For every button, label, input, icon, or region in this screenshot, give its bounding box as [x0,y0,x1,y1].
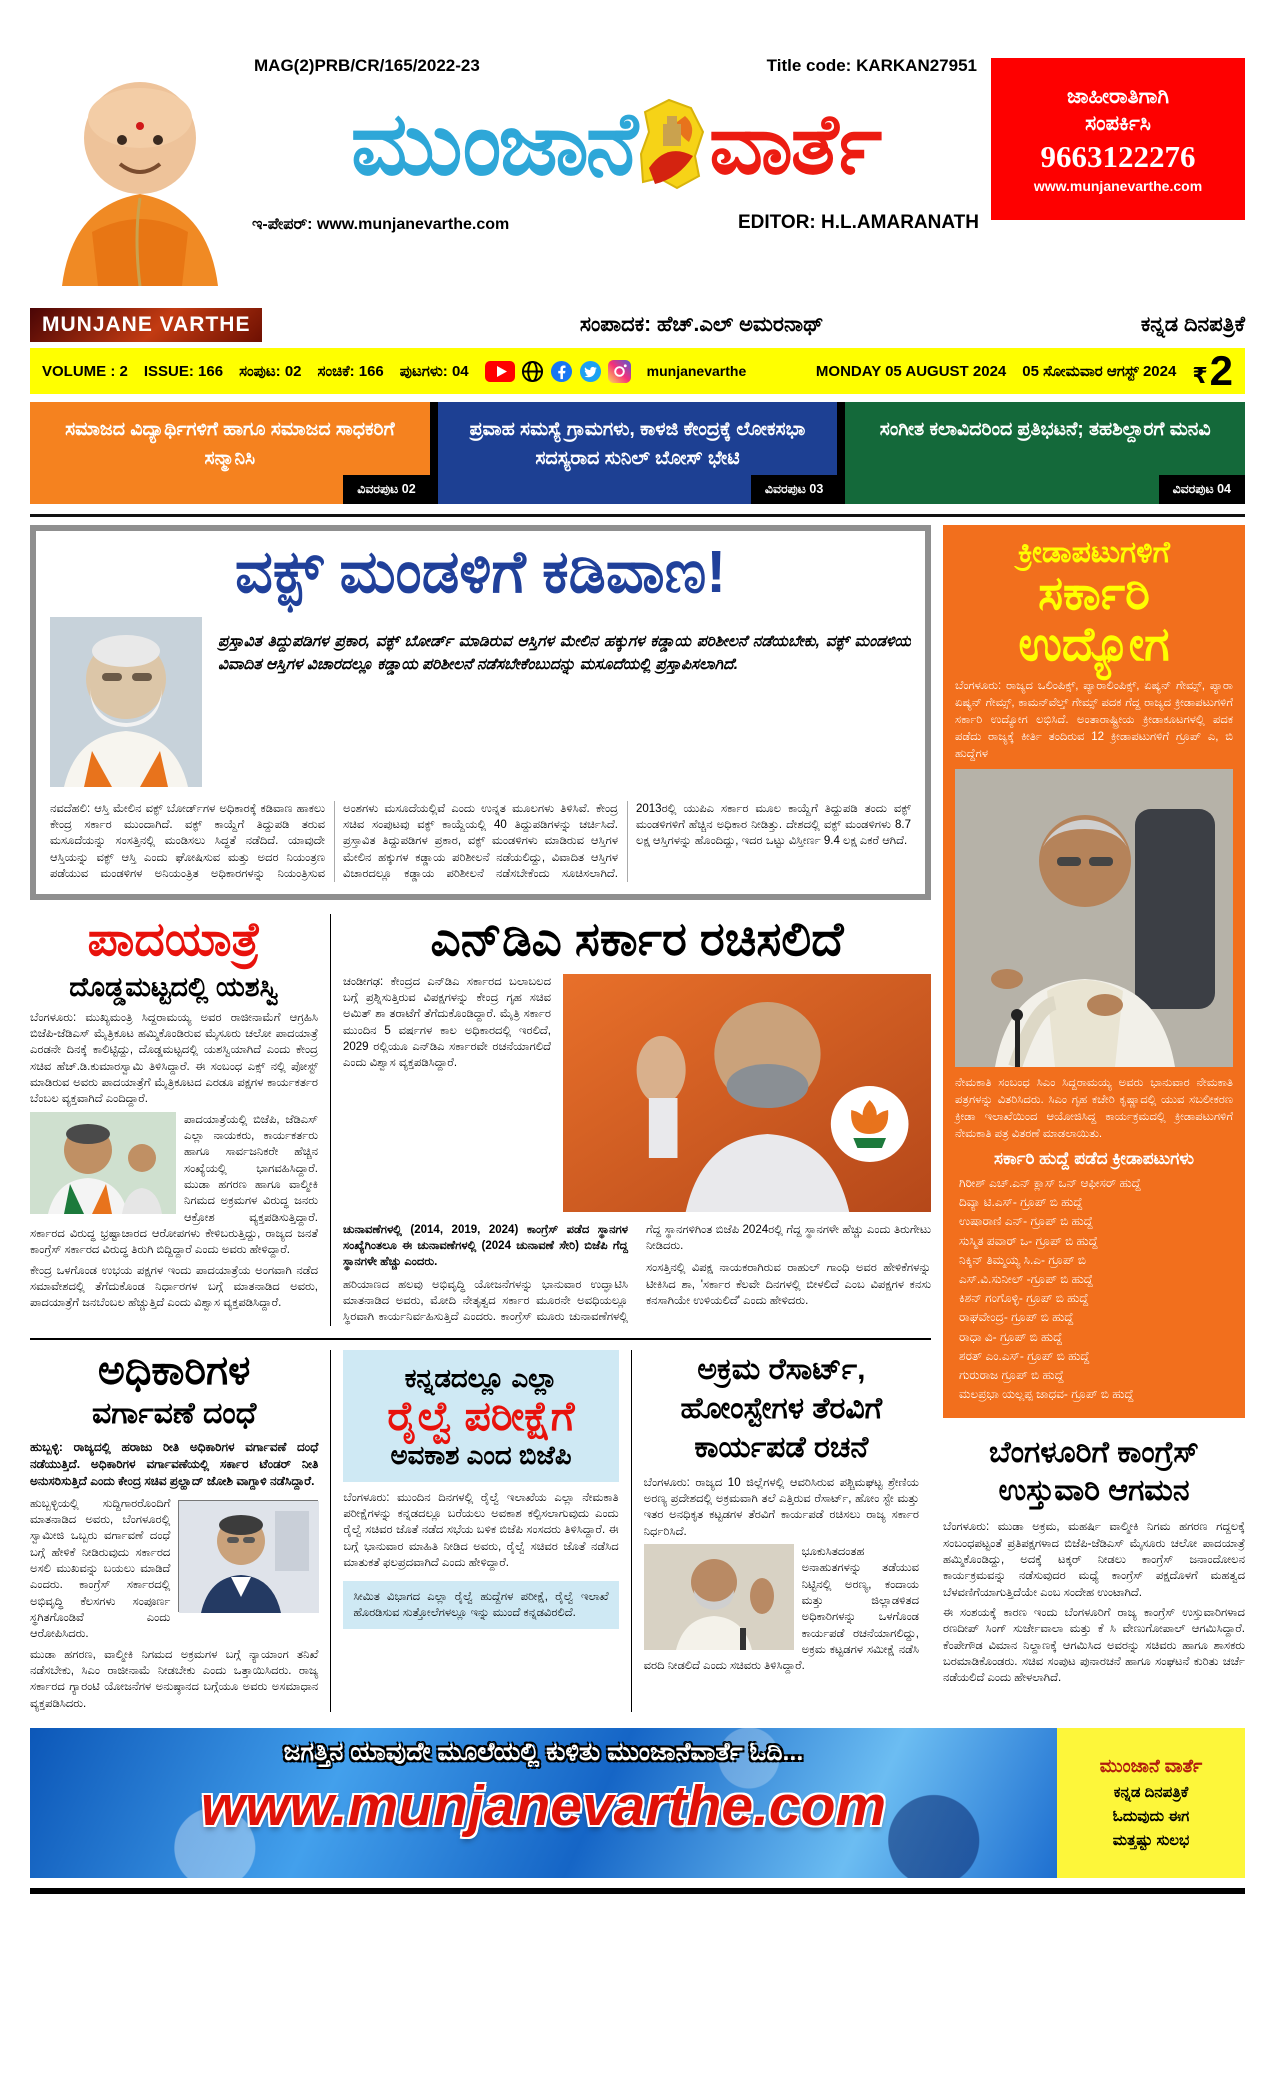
appointee: ಕಿಶನ್ ಗಂಗೊಳ್ಳಿ- ಗ್ರೂಪ್ ಬಿ ಹುದ್ದೆ [959,1291,1089,1306]
banner-main [30,1728,1057,1878]
congress-paragraph: ಬೆಂಗಳೂರು: ಮುಡಾ ಅಕ್ರಮ, ಮಹರ್ಷಿ ವಾಲ್ಮೀಕಿ ನಿಗಮ ಹಗರಣ ಗದ್ದಲಕ್ಕೆ ಸಂಬಂಧಪಟ್ಟಂತೆ ಪ್ರತಿಪಕ್ಷಗಳಾದ ಬಿಜೆಪಿ-ಜೆಡಿಎಸ್ ಮೈಸೂರು ಚಲೋ ಪಾದಯಾತ್ರೆ ಹಮ್ಮಿಕೊಂಡಿದ್ದು, ಅದಕ್ಕೆ ಟಕ್ಕರ್ ನೀಡಲು ಕಾಂಗ್ರೆಸ್ ಜನಾಂದೋಲನ ಕಾರ್ಯಕ್ರಮವನ್ನು ನಡೆಸುವುದರ ಮಧ್ಯೆ ಕಾಂಗ್ರೆಸ್ ಪಕ್ಷದೊಳಗೆ ಮಹತ್ವದ ಬೆಳವಣಿಗೆಯಾಗುತ್ತಿದೆಯೇ ಎಂಬ ಸಂದೇಹ ಉಂಟಾಗಿದೆ. [943,1521,1245,1599]
sports-paragraph: ನೇಮಕಾತಿ ಸಂಬಂಧ ಸಿಎಂ ಸಿದ್ದರಾಮಯ್ಯ ಅವರು ಭಾನುವಾರ ನೇಮಕಾತಿ ಪತ್ರಗಳನ್ನು ವಿತರಿಸಿದರು. ಸಿಎಂ ಗೃಹ ಕಚೇರಿ ಕೃಷ್ಣಾದಲ್ಲಿ ಯುವ ಸಬಲೀಕರಣ ಕ್ರೀಡಾ ಇಲಾಖೆಯಿಂದ ಆಯೋಜಿಸಿದ್ದ ಕಾರ್ಯಕ್ರಮದಲ್ಲಿ ಕ್ರೀಡಾಪಟುಗಳಿಗೆ ನೇಮಕಾತಿ ಪತ್ರ ವಿತರಣೆ ಮಾಡಲಾಯಿತು. [955,1076,1233,1140]
logo-word-munjane: ಮುಂಜಾನೆ [350,94,636,193]
volume-label-kannada: ಸಂಪುಟ: 02 [239,362,302,380]
congress-paragraph: ಈ ಸಂಶಯಕ್ಕೆ ಕಾರಣ ಇಂದು ಬೆಂಗಳೂರಿಗೆ ರಾಜ್ಯ ಕಾಂಗ್ರೆಸ್ ಉಸ್ತುವಾರಿಗಳಾದ ರಣದೀಪ್ ಸಿಂಗ್ ಸುರ್ಜೇವಾಲಾ ಮತ್ತು ಕೆ ಸಿ ವೇಣುಗೋಪಾಲ್ ಆಗಮಿಸಿದ್ದಾರೆ. ಕೆಂಪೇಗೌಡ ವಿಮಾನ ನಿಲ್ದಾಣಕ್ಕೆ ಆಗಮಿಸಿದ ಅವರನ್ನು ಸಚಿವರು ಹಾಗೂ ಶಾಸಕರು ಬರಮಾಡಿಕೊಂಡರು. ಸಚಿವ ಸಂಪುಟ ಪುನಾರಚನೆ ಹಾಗೂ ಸಂಘಟನೆ ಕುರಿತು ಚರ್ಚೆ ನಡೆಯಲಿದೆ ಎಂದು ಹೇಳಲಾಗಿದೆ. [943,1606,1245,1685]
middle-band [30,914,931,1325]
social-handle[interactable]: munjanevarthe [646,363,747,379]
appointee: ರಾಘವೇಂದ್ರ- ಗ್ರೂಪ್ ಬಿ ಹುದ್ದೆ [959,1310,1074,1325]
banner-side-box [1057,1728,1245,1878]
pages-label-kannada: ಪುಟಗಳು: 04 [399,362,469,380]
teaser-blue [438,402,838,504]
nda-article [330,914,931,1325]
sports-headline-line2: ಸರ್ಕಾರಿ [1038,566,1150,620]
lead-standfirst: ಪ್ರಸ್ತಾವಿತ ತಿದ್ದುಪಡಿಗಳ ಪ್ರಕಾರ, ವಕ್ಫ್ ಬೋರ್ಡ್ ಮಾಡಿರುವ ಆಸ್ತಿಗಳ ಮೇಲಿನ ಹಕ್ಕುಗಳ ಕಡ್ಡಾಯ ಪರಿಶೀಲನೆ ನಡೆಯಬೇಕು, ವಕ್ಫ್ ಮಂಡಳಿಯ ವಿವಾದಿತ ಆಸ್ತಿಗಳ ವಿಚಾರದಲ್ಲೂ ಕಡ್ಡಾಯ ಪರಿಶೀಲನೆ ನಡೆಸಬೇಕೆಂಬುದನ್ನು ಮಸೂದೆಯಲ್ಲಿ ಪ್ರಸ್ತಾಪಿಸಲಾಗಿದೆ. [218,633,911,674]
banner-side-line3: ಓದುವುದು ಈಗ [1112,1808,1190,1826]
appointee: ನಿಕ್ಕಿನ್ ತಿಮ್ಮಯ್ಯ ಸಿ.ಎ- ಗ್ರೂಪ್ ಬಿ [959,1252,1086,1267]
officials-article [30,1346,330,1712]
teaser-page-tag: ವಿವರಪುಟ 03 [751,475,837,504]
newspaper-logo [248,76,983,212]
date-kannada: 05 ಸೋಮವಾರ ಆಗಸ್ಟ್ 2024 [1022,362,1177,380]
appointee: ಗಿರೀಶ್ ಎಚ್.ಎನ್ ಕ್ಲಾಸ್ ಒನ್ ಆಫೀಸರ್ ಹುದ್ದೆ [959,1176,1141,1191]
sports-paragraph: ಬೆಂಗಳೂರು: ರಾಜ್ಯದ ಒಲಿಂಪಿಕ್ಸ್, ಪ್ಯಾರಾಲಿಂಪಿಕ್ಸ್, ಏಷ್ಯನ್ ಗೇಮ್ಸ್, ಪ್ಯಾರಾ ಏಷ್ಯನ್ ಗೇಮ್ಸ್, ಕಾಮನ್‌ವೆಲ್ತ್ ಗೇಮ್ಸ್ ಪದಕ ಗೆದ್ದ ರಾಜ್ಯದ ಕ್ರೀಡಾಪಟುಗಳಿಗೆ ಸರ್ಕಾರಿ ಉದ್ಯೋಗ ಲಭಿಸಿದೆ. ಅಂತಾರಾಷ್ಟ್ರೀಯ ಕ್ರೀಡಾಕೂಟಗಳಲ್ಲಿ ಪದಕ ಪಡೆದು ರಾಜ್ಯಕ್ಕೆ ಕೀರ್ತಿ ತಂದಿರುವ 12 ಕ್ರೀಡಾಪಟುಗಳಿಗೆ ಗ್ರೂಪ್ ಎ, ಬಿ ಹುದ್ದೆಗಳ [955,679,1233,760]
lead-col3: 2013ರಲ್ಲಿ ಯುಪಿಎ ಸರ್ಕಾರ ಮೂಲ ಕಾಯ್ದೆಗೆ ತಿದ್ದುಪಡಿ ತಂದು ವಕ್ಫ್ ಮಂಡಳಿಗಳಿಗೆ ಹೆಚ್ಚಿನ ಅಧಿಕಾರ ನೀಡಿತ್ತು. ದೇಶದಲ್ಲಿ ವಕ್ಫ್ ಮಂಡಳಿಗಳು 8.7 ಲಕ್ಷ ಆಸ್ತಿಗಳನ್ನು ಹೊಂದಿದ್ದು, ಇದರ ಒಟ್ಟು ವಿಸ್ತೀರ್ಣ 9.4 ಲಕ್ಷ ಎಕರೆ ಆಗಿದೆ. [636,802,911,848]
appointee: ಶರತ್ ಎಂ.ಎಸ್- ಗ್ರೂಪ್ ಬಿ ಹುದ್ದೆ [959,1348,1090,1363]
congress-article [943,1434,1245,1686]
railway-headline-box [343,1350,618,1482]
railway-headline-line1: ಕನ್ನಡದಲ್ಲೂ ಎಲ್ಲಾ [404,1362,558,1393]
sports-appointees-list [955,1174,1233,1404]
congress-headline-line2: ಉಸ್ತುವಾರಿ ಆಗಮನ [998,1473,1190,1507]
lead-headline: ವಕ್ಫ್ ಮಂಡಳಿಗೆ ಕಡಿವಾಣ! [234,538,727,605]
issue-label-kannada: ಸಂಚಿಕೆ: 166 [317,362,384,380]
date-english: MONDAY 05 AUGUST 2024 [815,362,1007,380]
website-globe-icon[interactable] [521,360,544,383]
pralhad-joshi-photo [178,1500,318,1612]
teaser-orange [30,402,430,504]
appointee: ದಿವ್ಯಾ ಟಿ.ಎಸ್- ಗ್ರೂಪ್ ಬಿ ಹುದ್ದೆ [959,1195,1083,1210]
resort-headline-line3: ಕಾರ್ಯಪಡೆ ರಚನೆ [694,1430,869,1464]
railway-headline-line3: ಅವಕಾಶ ಎಂದ ಬಿಜೆಪಿ [390,1440,572,1471]
banner-website-url[interactable]: www.munjanevarthe.com [200,1773,887,1838]
price-value: 2 [1209,347,1233,395]
banner-tagline: ಜಗತ್ತಿನ ಯಾವುದೇ ಮೂಲೆಯಲ್ಲಿ ಕುಳಿತು ಮುಂಜಾನೆವಾರ್ತೆ ಓದಿ... [283,1737,804,1766]
appointee: ಎಸ್.ವಿ.ಸುನೀಲ್ -ಗ್ರೂಪ್ ಬಿ ಹುದ್ದೆ [959,1271,1094,1286]
editor-name-kannada: ಸಂಪಾದಕ: ಹೆಚ್.ಎಲ್ ಅಮರನಾಥ್ [579,313,824,336]
kannada-daily-label: ಕನ್ನಡ ದಿನಪತ್ರಿಕೆ [1140,313,1245,336]
sports-headline-line1: ಕ್ರೀಡಾಪಟುಗಳಿಗೆ [1017,535,1170,569]
footer-banner [30,1728,1245,1878]
sports-jobs-story [943,525,1245,1418]
nda-intro: ಚಂಡೀಗಢ: ಕೇಂದ್ರದ ಎನ್‌ಡಿಎ ಸರ್ಕಾರದ ಬಲಾಬಲದ ಬಗ್ಗೆ ಪ್ರಶ್ನಿಸುತ್ತಿರುವ ವಿಪಕ್ಷಗಳನ್ನು ಕೇಂದ್ರ ಗೃಹ ಸಚಿವ ಅಮಿತ್ ಶಾ ತರಾಟೆಗೆ ತೆಗೆದುಕೊಂಡಿದ್ದಾರೆ. ಮೈತ್ರಿ ಸರ್ಕಾರ ಮುಂದಿನ 5 ವರ್ಷಗಳ ಕಾಲ ಅಧಿಕಾರದಲ್ಲಿ ಇರಲಿದೆ, 2029 ರಲ್ಲಿಯೂ ಎನ್‌ಡಿಎ ಸರ್ಕಾರವೇ ರಚನೆಯಾಗಲಿದೆ ಎಂದು ವಿಶ್ವಾಸ ವ್ಯಕ್ತಪಡಿಸಿದ್ದಾರೆ. [343,975,551,1070]
rupee-symbol: ₹ [1192,362,1208,388]
padayatra-article [30,914,330,1325]
railway-article [330,1350,630,1712]
main-content [30,525,1245,1712]
padayatra-paragraph: ಪಾದಯಾತ್ರೆಯಲ್ಲಿ ಬಿಜೆಪಿ, ಜೆಡಿಎಸ್ ಎಲ್ಲಾ ನಾಯಕರು, ಕಾರ್ಯಕರ್ತರು ಹಾಗೂ ಸಾರ್ವಜನಿಕರೇ ಹೆಚ್ಚಿನ ಸಂಖ್ಯೆಯಲ್ಲಿ ಭಾಗವಹಿಸಿದ್ದಾರೆ. ಮುಡಾ ಹಗರಣ ಹಾಗೂ ವಾಲ್ಮೀಕಿ ನಿಗಮದ ಅಕ್ರಮಗಳ ವಿರುದ್ಧ ಜನರು ಆಕ್ರೋಶ ವ್ಯಕ್ತಪಡಿಸುತ್ತಿದ್ದಾರೆ. ಸರ್ಕಾರದ ವಿರುದ್ಧ ಭ್ರಷ್ಟಾಚಾರದ ಆರೋಪಗಳು ಕೇಳಿಬರುತ್ತಿದ್ದು, ರಾಜ್ಯದ ಜನತೆ ಕಾಂಗ್ರೆಸ್ ಸರ್ಕಾರದ ವಿರುದ್ಧ ತಿರುಗಿ ಬಿದ್ದಿದ್ದಾರೆ ಎಂದು ಅವರು ಹೇಳಿದ್ದಾರೆ. [30,1113,318,1257]
siddaramaiah-photo [955,769,1233,1067]
masthead [30,52,1245,300]
title-code: Title code: KARKAN27951 [766,56,977,75]
advertisement-contact-box [991,58,1245,220]
issue-info-bar [30,348,1245,394]
teaser-text: ಪ್ರವಾಹ ಸಮಸ್ಯೆ ಗ್ರಾಮಗಳು, ಕಾಳಜಿ ಕೇಂದ್ರಕ್ಕೆ ಲೋಕಸಭಾ ಸದಸ್ಯರಾದ ಸುನಿಲ್ ಬೋಸ್ ಭೇಟಿ [469,419,806,470]
appointee: ಗುರುರಾಜ ಗ್ರೂಪ್ ಬಿ ಹುದ್ದೆ [959,1367,1064,1382]
ad-website-url[interactable]: www.munjanevarthe.com [1033,177,1203,194]
banner-side-line1: ಮುಂಜಾನೆ ವಾರ್ತೆ [1099,1756,1203,1777]
officials-headline-line1: ಅಧಿಕಾರಿಗಳ [97,1346,251,1393]
lead-story [30,525,931,900]
congress-headline-line1: ಬೆಂಗಳೂರಿಗೆ ಕಾಂಗ್ರೆಸ್ [989,1436,1199,1470]
amit-shah-photo [563,974,931,1212]
swami-photo [32,52,242,286]
padayatra-paragraph: ಕೇಂದ್ರ ಒಳಗೊಂಡ ಉಭಯ ಪಕ್ಷಗಳ ಇಂದು ಪಾದಯಾತ್ರೆಯ ಅಂಗವಾಗಿ ನಡೆದ ಸಮಾವೇಶದಲ್ಲಿ ತೆಗೆದುಕೊಂಡ ನಿರ್ಧಾರಗಳ ಬಗ್ಗೆ ಮಾತನಾಡಿದ ಅವರು, ಪಾದಯಾತ್ರೆಗೆ ಜನಬೆಂಬಲ ಹೆಚ್ಚುತ್ತಿದೆ ಎಂದು ವಿಶ್ವಾಸ ವ್ಯಕ್ತಪಡಿಸಿದ್ದಾರೆ. [30,1264,318,1310]
resort-paragraph: ಭೂಕುಸಿತದಂತಹ ಅನಾಹುತಗಳನ್ನು ತಡೆಯುವ ನಿಟ್ಟಿನಲ್ಲಿ ಅರಣ್ಯ, ಕಂದಾಯ ಮತ್ತು ಜಿಲ್ಲಾಡಳಿತದ ಅಧಿಕಾರಿಗಳನ್ನು ಒಳಗೊಂಡ ಕಾರ್ಯಪಡೆ ರಚನೆಯಾಗಲಿದ್ದು, ಅಕ್ರಮ ಕಟ್ಟಡಗಳ ಸಮೀಕ್ಷೆ ನಡೆಸಿ ವರದಿ ನೀಡಲಿದೆ ಎಂದು ಸಚಿವರು ತಿಳಿಸಿದ್ದಾರೆ. [643,1545,919,1673]
resort-headline [644,1350,919,1467]
officials-paragraph: ಹುಬ್ಬಳ್ಳಿಯಲ್ಲಿ ಸುದ್ದಿಗಾರರೊಂದಿಗೆ ಮಾತನಾಡಿದ ಅವರು, ಬೆಂಗಳೂರಲ್ಲಿ ಸ್ವಾಮೀಜಿ ಒಬ್ಬರು ವರ್ಗಾವಣೆ ದಂಧೆ ಬಗ್ಗೆ ಹೇಳಿಕೆ ನೀಡಿರುವುದು ಸರ್ಕಾರದ ಅಸಲಿ ಮುಖವನ್ನು ಬಯಲು ಮಾಡಿದೆ ಎಂದರು. ಕಾಂಗ್ರೆಸ್ ಸರ್ಕಾರದಲ್ಲಿ ಅಭಿವೃದ್ಧಿ ಕೆಲಸಗಳು ಸಂಪೂರ್ಣ ಸ್ಥಗಿತಗೊಂಡಿವೆ ಎಂದು ಆರೋಪಿಸಿದರು. [30,1497,171,1641]
instagram-icon[interactable] [608,360,631,383]
editor-name-english: EDITOR: H.L.AMARANATH [738,212,979,233]
resort-headline-line2: ಹೋಂಸ್ಟೇಗಳ ತೆರವಿಗೆ [680,1391,883,1425]
epaper-url[interactable]: ಇ-ಪೇಪರ್: www.munjanevarthe.com [252,216,510,233]
karnataka-map-icon [639,98,705,190]
paper-name-english: MUNJANE VARTHE [30,308,262,342]
officials-paragraph: ಮುಡಾ ಹಗರಣ, ವಾಲ್ಮೀಕಿ ನಿಗಮದ ಅಕ್ರಮಗಳ ಬಗ್ಗೆ ನ್ಯಾಯಾಂಗ ತನಿಖೆ ನಡೆಸಬೇಕು, ಸಿಎಂ ರಾಜೀನಾಮೆ ನೀಡಬೇಕು ಎಂದು ಒತ್ತಾಯಿಸಿದರು. ರಾಜ್ಯ ಸರ್ಕಾರದ ಗ್ಯಾರಂಟಿ ಯೋಜನೆಗಳ ಅನುಷ್ಠಾನದ ಬಗ್ಗೆಯೂ ಅವರು ಅಸಮಾಧಾನ ವ್ಯಕ್ತಪಡಿಸಿದರು. [30,1648,319,1710]
sports-headline-line3: ಉದ್ಯೋಗ [1018,617,1170,671]
front-page-teasers [30,402,1245,504]
facebook-icon[interactable] [550,360,573,383]
right-column [943,525,1245,1712]
price [1192,347,1233,395]
resort-paragraph: ಬೆಂಗಳೂರು: ರಾಜ್ಯದ 10 ಜಿಲ್ಲೆಗಳಲ್ಲಿ ಆವರಿಸಿರುವ ಪಶ್ಚಿಮಘಟ್ಟ ಶ್ರೇಣಿಯ ಅರಣ್ಯ ಪ್ರದೇಶದಲ್ಲಿ ಅಕ್ರಮವಾಗಿ ತಲೆ ಎತ್ತಿರುವ ರೆಸಾರ್ಟ್, ಹೋಂ ಸ್ಟೇ ಮತ್ತು ಇತರ ಅನಧಿಕೃತ ಕಟ್ಟಡಗಳ ತೆರವಿಗೆ ಕಾರ್ಯಪಡೆ ರಚಿಸಲು ರಾಜ್ಯ ಸರ್ಕಾರ ನಿರ್ಧರಿಸಿದೆ. [643,1476,919,1538]
masthead-center [248,52,983,234]
resort-headline-line1: ಅಕ್ರಮ ರೆಸಾರ್ಟ್, [697,1352,866,1386]
nda-paragraph: ಹರಿಯಾಣದ ಹಲವು ಅಭಿವೃದ್ಧಿ ಯೋಜನೆಗಳನ್ನು ಭಾನುವಾರ ಉದ್ಘಾಟಿಸಿ ಮಾತನಾಡಿದ ಅವರು, ಮೋದಿ ನೇತೃತ್ವದ ಸರ್ಕಾರ ಮೂರನೇ ಅವಧಿಯಲ್ಲೂ ಸ್ಥಿರವಾಗಿ ಕಾರ್ಯನಿರ್ವಹಿಸುತ್ತಿದೆ ಎಂದರು. ಕಾಂಗ್ರೆಸ್ ಮೂರು ಚುನಾವಣೆಗಳಲ್ಲಿ ಗೆದ್ದ ಸ್ಥಾನಗಳಿಗಿಂತ ಬಿಜೆಪಿ 2024ರಲ್ಲಿ ಗೆದ್ದ ಸ್ಥಾನಗಳೇ ಹೆಚ್ಚು ಎಂದು ತಿರುಗೇಟು ನೀಡಿದರು. [343,1223,931,1324]
nda-headline: ಎನ್‌ಡಿಎ ಸರ್ಕಾರ ರಚಿಸಲಿದೆ [430,912,844,966]
railway-paragraph: ಬೆಂಗಳೂರು: ಮುಂದಿನ ದಿನಗಳಲ್ಲಿ ರೈಲ್ವೆ ಇಲಾಖೆಯ ಎಲ್ಲಾ ನೇಮಕಾತಿ ಪರೀಕ್ಷೆಗಳನ್ನು ಕನ್ನಡದಲ್ಲೂ ಬರೆಯಲು ಅವಕಾಶ ಕಲ್ಪಿಸಲಾಗುವುದು ಎಂದು ರೈಲ್ವೆ ಸಚಿವರ ಜೊತೆ ನಡೆದ ಸಭೆಯ ಬಳಿಕ ಬಿಜೆಪಿ ಸಂಸದರು ತಿಳಿಸಿದ್ದಾರೆ. ಈ ಬಗ್ಗೆ ಭಾನುವಾರ ಮಾಹಿತಿ ನೀಡಿದ ಅವರು, ರೈಲ್ವೆ ಸಚಿವರ ಜೊತೆ ನಡೆಸಿದ ಮಾತುಕತೆ ಫಲಪ್ರದವಾಗಿದೆ ಎಂದು ಹೇಳಿದ್ದಾರೆ. [343,1491,619,1569]
modi-photo [50,617,202,787]
social-icons [485,360,631,383]
teaser-text: ಸಂಗೀತ ಕಲಾವಿದರಿಂದ ಪ್ರತಿಭಟನೆ; ತಹಶಿಲ್ದಾರಗೆ ಮನವಿ [879,419,1211,440]
padayatra-headline: ಪಾದಯಾತ್ರೆ [87,912,261,966]
nda-body [343,1222,931,1326]
minister-photo [644,1544,794,1650]
officials-headline-line2: ವರ್ಗಾವಣೆ ದಂಧೆ [92,1396,257,1430]
ad-line1: ಜಾಹೀರಾತಿಗಾಗಿ [1067,84,1169,108]
left-column [30,525,931,1712]
nda-caption: ಚುನಾವಣೆಗಳಲ್ಲಿ (2014, 2019, 2024) ಕಾಂಗ್ರೆಸ್ ಪಡೆದ ಸ್ಥಾನಗಳ ಸಂಖ್ಯೆಗಿಂತಲೂ ಈ ಚುನಾವಣೆಗಳಲ್ಲಿ (2024 ಚುನಾವಣೆ ಸೇರಿ) ಬಿಜೆಪಿ ಗೆದ್ದ ಸ್ಥಾನಗಳೇ ಹೆಚ್ಚು ಎಂದರು. [343,1223,628,1269]
logo-word-varthe: ವಾರ್ತೆ [709,97,881,191]
padayatra-paragraph: ಬೆಂಗಳೂರು: ಮುಖ್ಯಮಂತ್ರಿ ಸಿದ್ದರಾಮಯ್ಯ ಅವರ ರಾಜೀನಾಮೆಗೆ ಆಗ್ರಹಿಸಿ ಬಿಜೆಪಿ-ಜೆಡಿಎಸ್ ಮೈತ್ರಿಕೂಟ ಹಮ್ಮಿಕೊಂಡಿರುವ ಮೈಸೂರು ಚಲೋ ಪಾದಯಾತ್ರೆ ಎರಡನೇ ದಿನಕ್ಕೆ ಕಾಲಿಟ್ಟಿದ್ದು, ದೊಡ್ಡಮಟ್ಟದಲ್ಲಿ ಯಶಸ್ವಿಯಾಗಿದೆ ಎಂದು ಕೇಂದ್ರ ಸಚಿವ ಹೆಚ್.ಡಿ.ಕುಮಾರಸ್ವಾಮಿ ತಿಳಿಸಿದ್ದಾರೆ. ಈ ಸಂಬಂಧ ಎಕ್ಸ್ ನಲ್ಲಿ ಪೋಸ್ಟ್ ಮಾಡಿರುವ ಅವರು ಪಾದಯಾತ್ರೆಗೆ ಮೈತ್ರಿಕೂಟದ ಎರಡೂ ಪಕ್ಷಗಳ ಕಾರ್ಯಕರ್ತರ ಬೆಂಬಲ ವ್ಯಕ್ತವಾಗಿದೆ ಎಂದಿದ್ದಾರೆ. [30,1011,318,1106]
railway-note-box: ಸೀಮಿತ ವಿಭಾಗದ ಎಲ್ಲಾ ರೈಲ್ವೆ ಹುದ್ದೆಗಳ ಪರೀಕ್ಷೆ, ರೈಲ್ವೆ ಇಲಾಖೆ ಹೊರಡಿಸುವ ಸುತ್ತೋಲೆಗಳಲ್ಲೂ ಇನ್ನು ಮುಂದೆ ಕನ್ನಡವಿರಲಿದೆ. [343,1581,618,1629]
youtube-icon[interactable] [485,361,515,382]
lead-col2: ಕೇಂದ್ರ ಸಚಿವ ಸಂಪುಟವು ವಕ್ಫ್ ಕಾಯ್ದೆಯಲ್ಲಿ 40 ತಿದ್ದುಪಡಿಗಳನ್ನು ಚರ್ಚಿಸಿದೆ. ಪ್ರಸ್ತಾವಿತ ತಿದ್ದುಪಡಿಗಳ ಪ್ರಕಾರ, ವಕ್ಫ್ ಮಂಡಳಿಗಳು ಮಾಡಿರುವ ಆಸ್ತಿಗಳ ಮೇಲಿನ ಹಕ್ಕುಗಳ ಕಡ್ಡಾಯ ಪರಿಶೀಲನೆ ನಡೆಯಲಿದ್ದು, ವಿವಾದಿತ ಆಸ್ತಿಗಳ ವಿಚಾರದಲ್ಲೂ ಕಡ್ಡಾಯ ಪರಿಶೀಲನೆ ನಡೆಸಬೇಕೆಂದು ಸೂಚಿಸಲಾಗಿದೆ. [343,802,618,880]
kumaraswamy-photo [30,1112,176,1214]
teaser-green [845,402,1245,504]
officials-intro: ಹುಬ್ಬಳ್ಳಿ: ರಾಜ್ಯದಲ್ಲಿ ಹರಾಜು ರೀತಿ ಅಧಿಕಾರಿಗಳ ವರ್ಗಾವಣೆ ದಂಧೆ ನಡೆಯುತ್ತಿದೆ. ಅಧಿಕಾರಿಗಳ ವರ್ಗಾವಣೆಯಲ್ಲಿ ಸರ್ಕಾರ ಟೆಂಡರ್ ನೀತಿ ಅನುಸರಿಸುತ್ತಿದೆ ಎಂದು ಕೇಂದ್ರ ಸಚಿವ ಪ್ರಲ್ಹಾದ್ ಜೋಶಿ ವಾಗ್ದಾಳಿ ನಡೆಸಿದ್ದಾರೆ. [30,1439,319,1488]
banner-side-line2: ಕನ್ನಡ ದಿನಪತ್ರಿಕೆ [1113,1784,1189,1802]
appointee: ಮಲಪ್ರಭಾ ಯಲ್ಲಪ್ಪ ಜಾಧವ- ಗ್ರೂಪ್ ಬಿ ಹುದ್ದೆ [959,1387,1134,1402]
lower-band [30,1338,931,1712]
sports-list-title: ಸರ್ಕಾರಿ ಹುದ್ದೆ ಪಡೆದ ಕ್ರೀಡಾಪಟುಗಳು [993,1149,1195,1169]
teaser-page-tag: ವಿವರಪುಟ 02 [343,475,429,504]
congress-headline [943,1434,1245,1509]
twitter-icon[interactable] [579,360,602,383]
padayatra-subhead: ದೊಡ್ಡಮಟ್ಟದಲ್ಲಿ ಯಶಸ್ವಿ [69,971,279,1002]
railway-headline-line2: ರೈಲ್ವೆ ಪರೀಕ್ಷೆಗೆ [387,1393,575,1440]
appointee: ಉಷಾರಾಣಿ ಎನ್- ಗ್ರೂಪ್ ಬಿ ಹುದ್ದೆ [959,1214,1093,1229]
appointee: ಸುಸ್ಮಿತ ಪವಾರ್ ಒ- ಗ್ರೂಪ್ ಬಿ ಹುದ್ದೆ [959,1233,1098,1248]
lead-col1: ನವದೆಹಲಿ: ಆಸ್ತಿ ಮೇಲಿನ ವಕ್ಫ್ ಬೋರ್ಡ್‌ಗಳ ಅಧಿಕಾರಕ್ಕೆ ಕಡಿವಾಣ ಹಾಕಲು ಕೇಂದ್ರ ಸರ್ಕಾರ ಮುಂದಾಗಿದೆ. ವಕ್ಫ್ ಕಾಯ್ದೆಗೆ ತಿದ್ದುಪಡಿ ತರುವ ಮಸೂದೆಯನ್ನು ಸಂಸತ್ತಿನಲ್ಲಿ ಮಂಡಿಸಲು ಸಿದ್ಧತೆ ನಡೆದಿದೆ. ಯಾವುದೇ ಆಸ್ತಿಯನ್ನು ವಕ್ಫ್ ಆಸ್ತಿ ಎಂದು ಘೋಷಿಸುವ ಮತ್ತು ಅದರ ನಿಯಂತ್ರಣ ಪಡೆಯುವ ಮಂಡಳಿಗಳ ಅನಿಯಂತ್ರಿತ ಅಧಿಕಾರಗಳನ್ನು ನಿಯಂತ್ರಿಸುವ ಅಂಶಗಳು ಮಸೂದೆಯಲ್ಲಿವೆ ಎಂದು ಉನ್ನತ ಮೂಲಗಳು ತಿಳಿಸಿವೆ. [50,802,590,880]
volume-label: VOLUME : 2 [42,362,128,380]
nda-paragraph: ಸಂಸತ್ತಿನಲ್ಲಿ ವಿಪಕ್ಷ ನಾಯಕರಾಗಿರುವ ರಾಹುಲ್ ಗಾಂಧಿ ಅವರ ಹೇಳಿಕೆಗಳನ್ನು ಟೀಕಿಸಿದ ಶಾ, 'ಸರ್ಕಾರ ಕೆಲವೇ ದಿನಗಳಲ್ಲಿ ಬೀಳಲಿದೆ ಎಂಬ ವಿಪಕ್ಷಗಳ ಕನಸು ಕನಸಾಗಿಯೇ ಉಳಿಯಲಿದೆ' ಎಂದು ಹೇಳಿದರು. [646,1262,931,1307]
masthead-bottom-strip [30,308,1245,342]
teaser-text: ಸಮಾಜದ ವಿದ್ಯಾರ್ಥಿಗಳಿಗೆ ಹಾಗೂ ಸಮಾಜದ ಸಾಧಕರಿಗೆ ಸನ್ಮಾನಿಸಿ [65,419,395,470]
section-divider [30,514,1245,517]
bottom-rule [30,1888,1245,1894]
teaser-page-tag: ವಿವರಪುಟ 04 [1159,475,1245,504]
issue-label: ISSUE: 166 [143,362,224,380]
banner-side-line4: ಮತ್ತಷ್ಟು ಸುಲಭ [1112,1832,1190,1850]
appointee: ರಾಧಾ ವಿ- ಗ್ರೂಪ್ ಬಿ ಹುದ್ದೆ [959,1329,1063,1344]
lead-body [50,801,911,883]
ad-line2: ಸಂಪರ್ಕಿಸಿ [1085,111,1151,135]
ad-phone-number[interactable]: 9663122276 [1040,138,1196,174]
resort-article [631,1350,931,1712]
registration-number: MAG(2)PRB/CR/165/2022-23 [254,56,480,75]
